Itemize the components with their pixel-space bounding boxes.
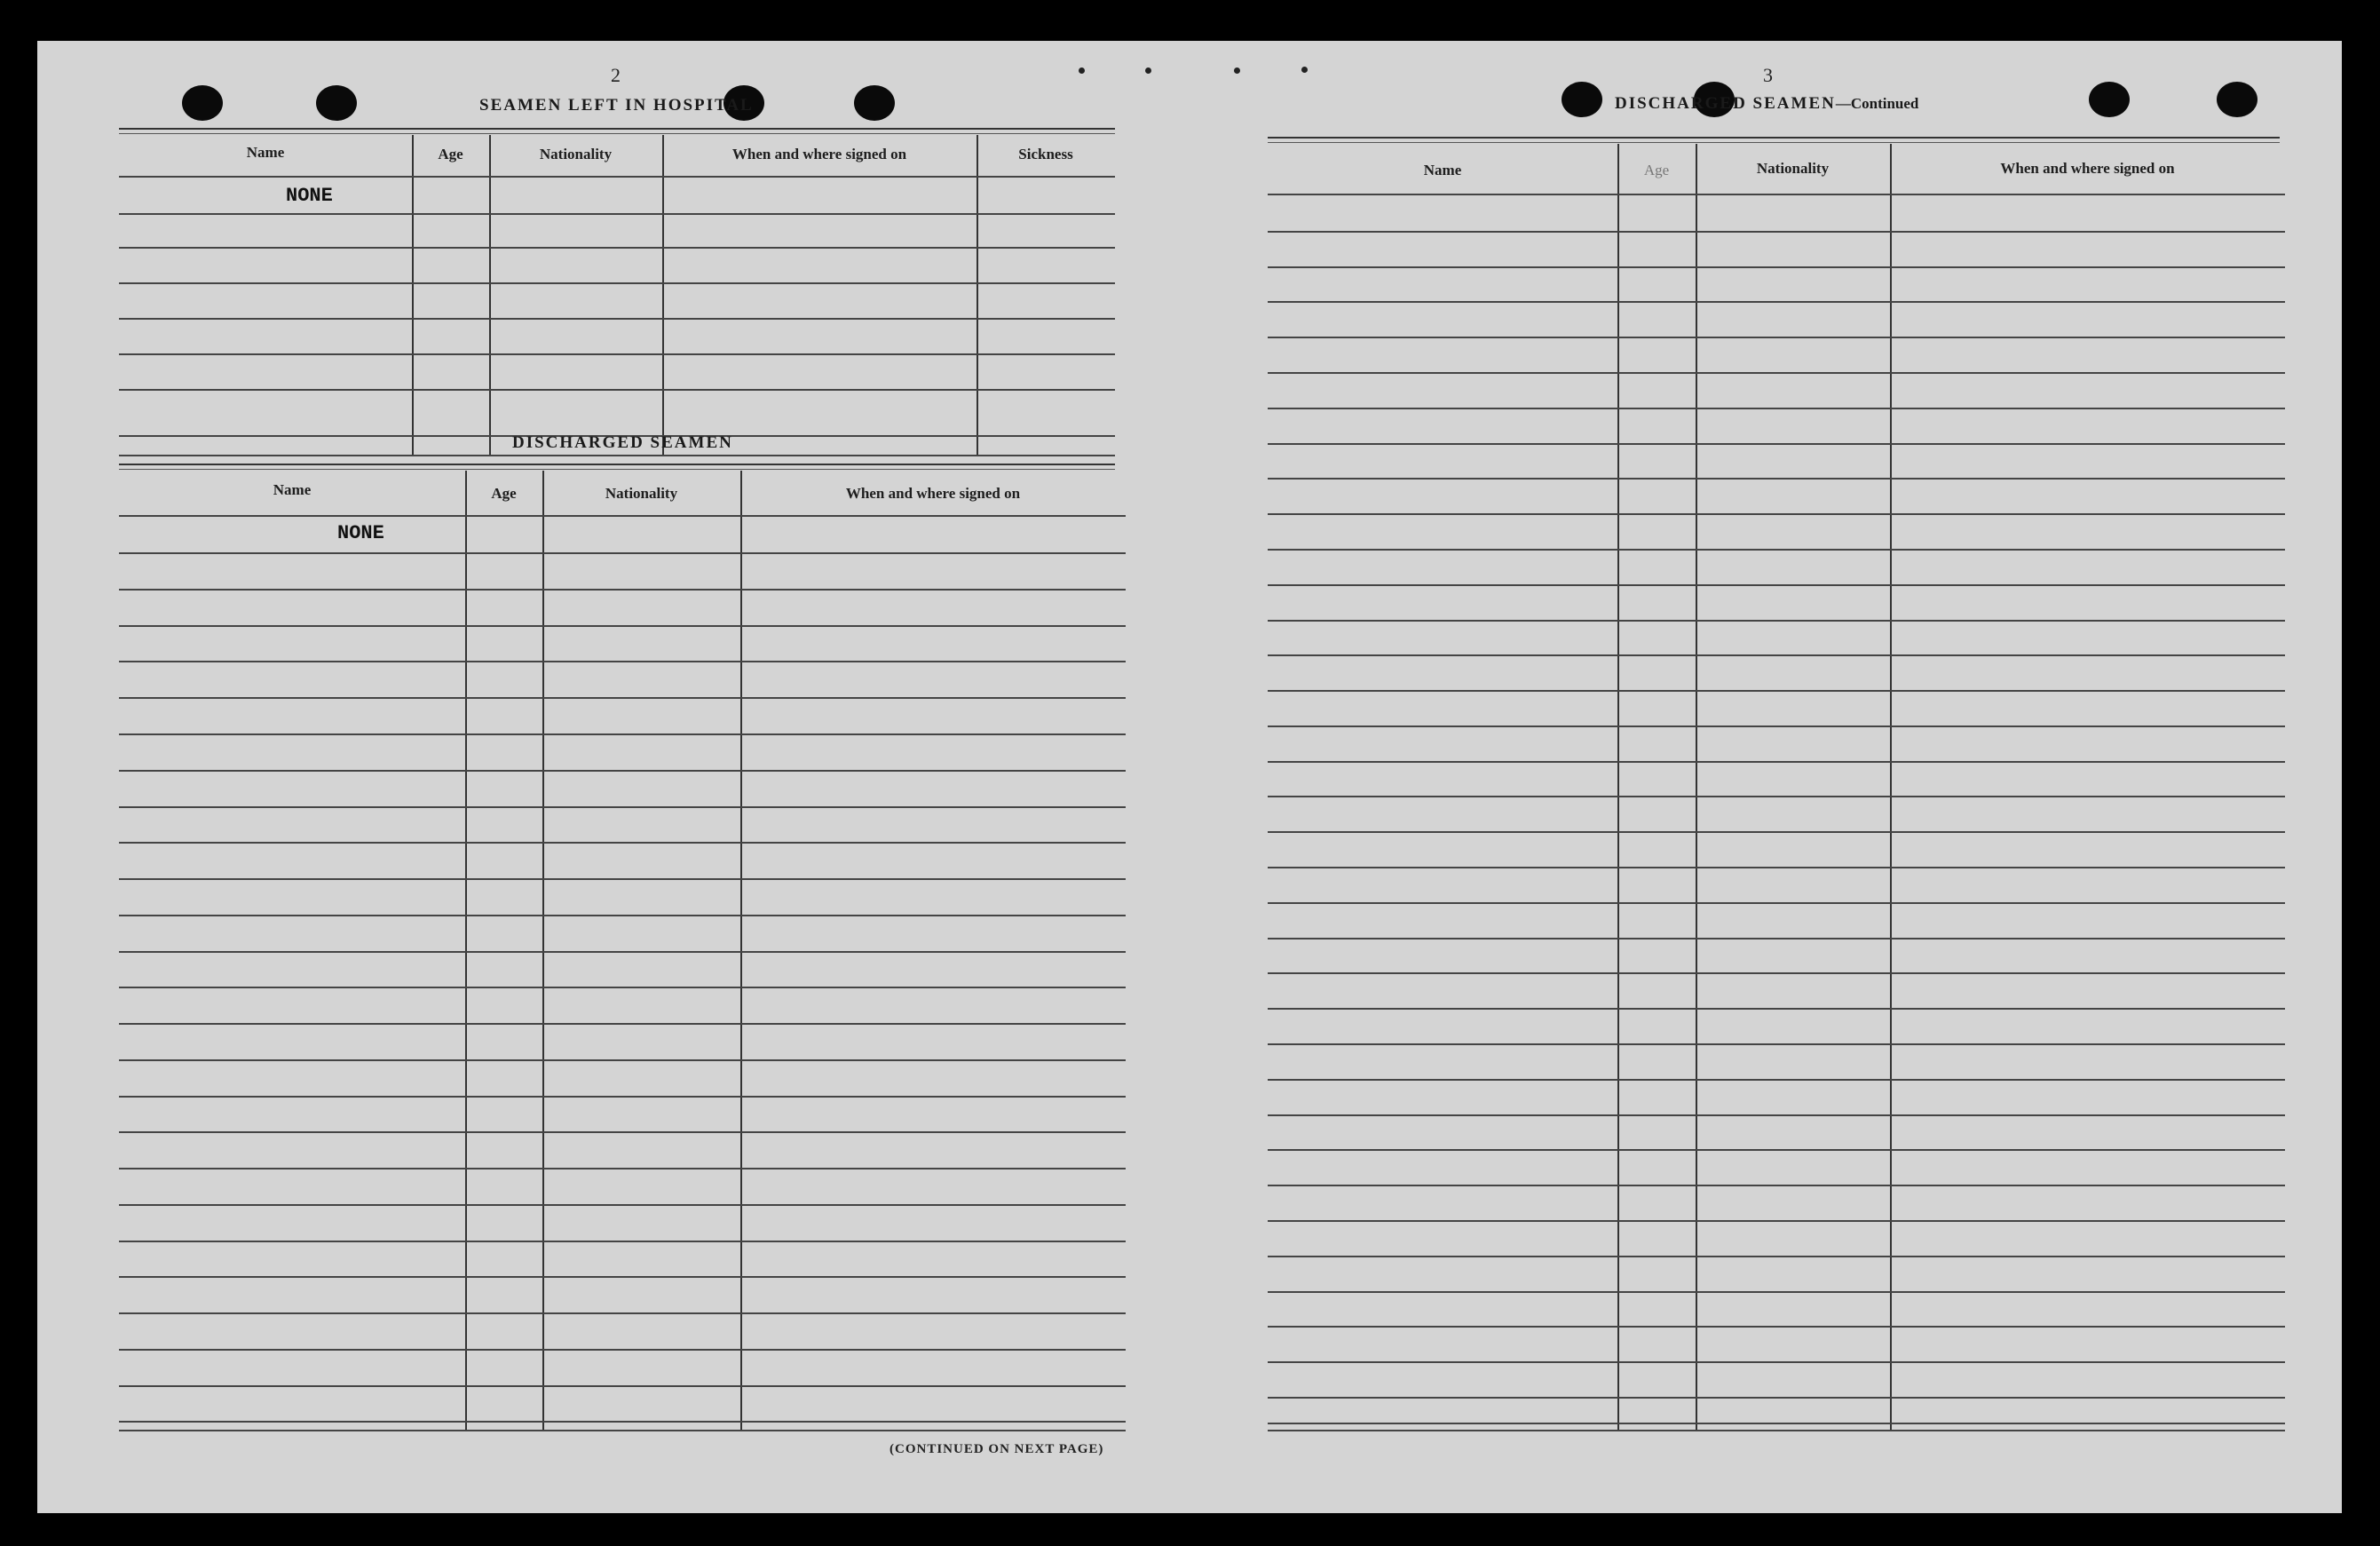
binder-mark (1301, 67, 1308, 73)
column-header-age: Age (491, 485, 517, 502)
column-header-nationality: Nationality (605, 485, 678, 502)
column-header-nationality: Nationality (1756, 160, 1830, 177)
document-sheet (37, 41, 2342, 1513)
hospital-entry: NONE (286, 185, 333, 207)
discharged-continued-title-text: DISCHARGED SEAMEN (1615, 94, 1836, 113)
column-header-signed-on: When and where signed on (731, 146, 907, 163)
binder-mark (1145, 67, 1151, 74)
punch-hole (854, 85, 895, 121)
punch-hole (182, 85, 223, 121)
column-header-name: Name (273, 481, 312, 498)
discharged-continued-table (1268, 144, 2285, 1437)
title-rule (1268, 142, 2280, 143)
title-rule (119, 464, 1115, 465)
discharged-table (119, 471, 1126, 1435)
column-header-age: Age (1643, 162, 1670, 178)
discharged-continued-title (1615, 94, 1918, 114)
column-header-age: Age (438, 146, 463, 163)
hospital-table (119, 135, 1115, 456)
title-rule (1268, 137, 2280, 139)
column-header-nationality: Nationality (539, 146, 613, 163)
continued-suffix: —Continued (1835, 95, 1919, 112)
binder-mark (1079, 67, 1085, 74)
column-header-name: Name (1423, 162, 1462, 178)
page-number-right: 3 (1763, 64, 1773, 86)
discharged-entry: NONE (337, 522, 384, 544)
discharged-section-title: DISCHARGED SEAMEN (512, 433, 733, 452)
page-number-left: 2 (611, 64, 621, 86)
column-header-name: Name (246, 144, 285, 161)
continued-footer: (CONTINUED ON NEXT PAGE) (890, 1442, 1104, 1456)
title-rule (119, 128, 1115, 130)
title-rule (119, 133, 1115, 134)
punch-hole (316, 85, 357, 121)
hospital-section-title: SEAMEN LEFT IN HOSPITAL (479, 96, 754, 115)
punch-hole (1562, 82, 1602, 117)
column-header-signed-on: When and where signed on (2000, 160, 2175, 177)
column-header-signed-on: When and where signed on (845, 485, 1021, 502)
punch-hole (2217, 82, 2257, 117)
punch-hole (2089, 82, 2130, 117)
binder-mark (1234, 67, 1240, 74)
title-rule (119, 469, 1115, 470)
column-header-sickness: Sickness (1018, 146, 1073, 163)
